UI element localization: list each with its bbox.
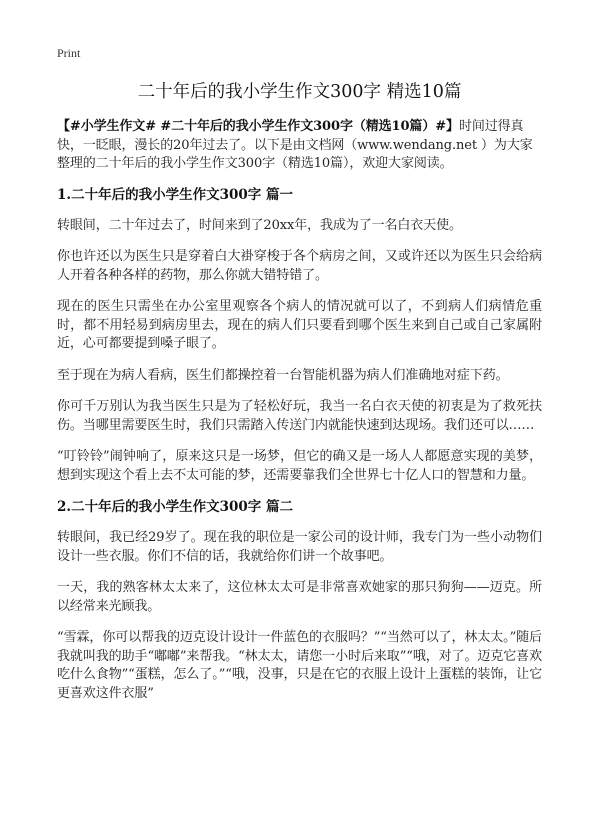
intro-tags: 【#小学生作文# #二十年后的我小学生作文300字（精选10篇）#】 (57, 119, 459, 134)
print-label: Print (57, 46, 81, 60)
paragraph: 至于现在为病人看病，医生们都操控着一台智能机器为病人们准确地对症下药。 (57, 367, 509, 383)
document-title: 二十年后的我小学生作文300字 精选10篇 (137, 82, 462, 102)
paragraph: “雪霖，你可以帮我的迈克设计设计一件蓝色的衣服吗？”“当然可以了，林太太。”随后我就叫我的助手“嘟嘟”来帮我。“林太太，请您一小时后来取”“哦，对了。迈克它喜欢吃什么食物”“蛋糕，怎么了。”“哦，没事，只是在它的衣服上设计上蛋糕的装饰，让它更喜欢这件衣服” (57, 630, 542, 701)
intro-paragraph (57, 118, 542, 174)
paragraph: 你也许还以为医生只是穿着白大褂穿梭于各个病房之间，又或许还以为医生只会给病人开着各种各样的药物，那么你就大错特错了。 (57, 249, 542, 283)
section-heading: 2.二十年后的我小学生作文300字 篇二 (57, 499, 293, 515)
section-2 (57, 498, 542, 703)
paragraph: “叮铃铃”闹钟响了，原来这只是一场梦，但它的确又是一场人人都愿意实现的美梦，想到实现这个看上去不太可能的梦，还需要靠我们全世界七十亿人口的智慧和力量。 (57, 449, 542, 483)
paragraph: 转眼间，我已经29岁了。现在我的职位是一家公司的设计师，我专门为一些小动物们设计一些衣服。你们不信的话，我就给你们讲一个故事吧。 (57, 530, 542, 564)
paragraph: 一天，我的熟客林太太来了，这位林太太可是非常喜欢她家的那只狗狗——迈克。所以经常来光顾我。 (57, 580, 542, 614)
section-1 (57, 186, 542, 486)
section-heading: 1.二十年后的我小学生作文300字 篇一 (57, 186, 293, 203)
intro-text: 时间过得真快，一眨眼，漫长的20年过去了。以下是由文档网（www.wendang.net ）为大家整理的二十年后的我小学生作文300字（精选10篇），欢迎大家阅读。 (57, 119, 533, 171)
paragraph: 现在的医生只需坐在办公室里观察各个病人的情况就可以了，不到病人们病情危重时，都不用轻易到病房里去，现在的病人们只要看到哪个医生来到自己或自己家属附近，心可都要提到嗓子眼了。 (57, 299, 542, 351)
paragraph: 你可千万别认为我当医生只是为了轻松好玩，我当一名白衣天使的初衷是为了救死扶伤。当哪里需要医生时，我们只需踏入传送门内就能快速到达现场。我们还可以…… (57, 399, 542, 433)
paragraph: 转眼间，二十年过去了，时间来到了20xx年，我成为了一名白衣天使。 (57, 217, 462, 233)
